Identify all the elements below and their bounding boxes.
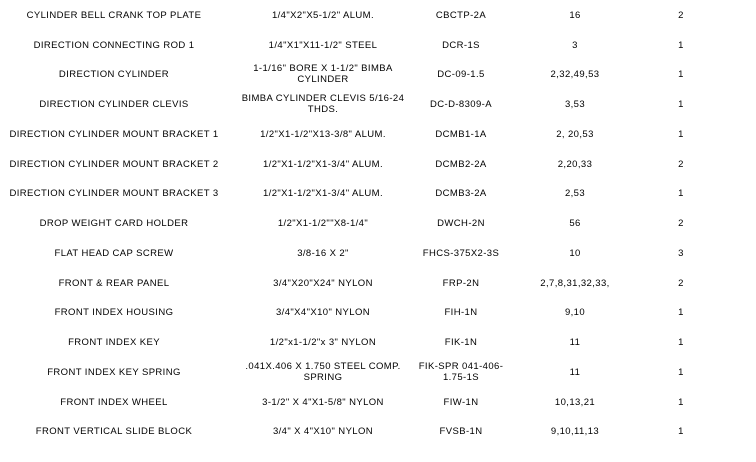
row-reference-drawings: 2,7,8,31,32,33, bbox=[540, 277, 610, 289]
row-reference-drawings: 10,13,21 bbox=[554, 396, 596, 408]
row-quantity: 2 bbox=[678, 158, 684, 170]
row-material: 3/8-16 X 2" bbox=[297, 247, 349, 259]
table-row bbox=[0, 387, 756, 417]
table-row bbox=[0, 89, 756, 119]
table-row bbox=[0, 208, 756, 238]
row-reference-drawings: 10 bbox=[569, 247, 581, 259]
row-reference-drawings: 3 bbox=[572, 39, 578, 51]
row-material: 1/2"X1-1/2"X13-3/8" ALUM. bbox=[260, 128, 386, 140]
row-reference-drawings: 11 bbox=[569, 336, 581, 348]
row-description: FRONT VERTICAL SLIDE BLOCK bbox=[35, 425, 193, 437]
row-quantity: 1 bbox=[678, 306, 684, 318]
row-description: FLAT HEAD CAP SCREW bbox=[54, 247, 174, 259]
row-material: 1/2"X1-1/2"X1-3/4" ALUM. bbox=[262, 158, 384, 170]
row-part-number: DCR-1S bbox=[442, 39, 480, 51]
table-row bbox=[0, 416, 756, 446]
row-description: DIRECTION CYLINDER MOUNT BRACKET 3 bbox=[9, 187, 219, 199]
row-material: 3/4"X4"X10" NYLON bbox=[275, 306, 371, 318]
row-quantity: 1 bbox=[678, 68, 684, 80]
row-reference-drawings: 11 bbox=[569, 366, 581, 378]
row-material: 1/2"X1-1/2""X8-1/4" bbox=[277, 217, 369, 229]
row-material: BIMBA CYLINDER CLEVIS 5/16-24 THDS. bbox=[241, 93, 405, 115]
row-part-number: DCMB2-2A bbox=[435, 158, 487, 170]
row-material: 1/4"X2"X5-1/2" ALUM. bbox=[271, 9, 375, 21]
row-description: FRONT & REAR PANEL bbox=[58, 277, 170, 289]
row-quantity: 2 bbox=[678, 217, 684, 229]
row-reference-drawings: 9,10 bbox=[564, 306, 586, 318]
row-description: DIRECTION CONNECTING ROD 1 bbox=[33, 39, 195, 51]
row-description: DIRECTION CYLINDER MOUNT BRACKET 1 bbox=[9, 128, 219, 140]
row-reference-drawings: 9,10,11,13 bbox=[550, 425, 600, 437]
row-description: DROP WEIGHT CARD HOLDER bbox=[39, 217, 189, 229]
row-part-number: FVSB-1N bbox=[439, 425, 483, 437]
table-row bbox=[0, 119, 756, 149]
row-description: DIRECTION CYLINDER MOUNT BRACKET 2 bbox=[9, 158, 219, 170]
table-row bbox=[0, 149, 756, 179]
row-description: FRONT INDEX KEY bbox=[68, 336, 160, 348]
row-part-number: DWCH-2N bbox=[437, 217, 485, 229]
row-part-number: DCMB3-2A bbox=[435, 187, 487, 199]
row-part-number: DC-D-8309-A bbox=[430, 98, 492, 110]
table-row bbox=[0, 30, 756, 60]
row-material: 3/4" X 4"X10" NYLON bbox=[272, 425, 374, 437]
row-reference-drawings: 2,20,33 bbox=[557, 158, 593, 170]
table-row bbox=[0, 59, 756, 89]
row-quantity: 1 bbox=[678, 98, 684, 110]
row-part-number: DC-09-1.5 bbox=[437, 68, 485, 80]
table-row bbox=[0, 268, 756, 298]
row-part-number: FIK-1N bbox=[444, 336, 478, 348]
table-row bbox=[0, 0, 756, 30]
row-quantity: 2 bbox=[678, 277, 684, 289]
row-part-number: FRP-2N bbox=[442, 277, 480, 289]
row-part-number: DCMB1-1A bbox=[435, 128, 487, 140]
row-quantity: 1 bbox=[678, 128, 684, 140]
row-quantity: 1 bbox=[678, 366, 684, 378]
row-material: 1/4"X1"X11-1/2" STEEL bbox=[268, 39, 378, 51]
row-reference-drawings: 3,53 bbox=[564, 98, 586, 110]
row-quantity: 1 bbox=[678, 39, 684, 51]
row-material: 3/4"X20"X24" NYLON bbox=[273, 277, 373, 289]
row-material: 1-1/16" BORE X 1-1/2" BIMBA CYLINDER bbox=[253, 63, 393, 85]
table-row bbox=[0, 297, 756, 327]
row-description: DIRECTION CYLINDER CLEVIS bbox=[39, 98, 189, 110]
row-part-number: CBCTP-2A bbox=[435, 9, 487, 21]
table-row bbox=[0, 357, 756, 387]
row-quantity: 1 bbox=[678, 336, 684, 348]
row-quantity: 1 bbox=[678, 425, 684, 437]
row-description: FRONT INDEX KEY SPRING bbox=[47, 366, 181, 378]
row-part-number: FIH-1N bbox=[444, 306, 478, 318]
row-part-number: FIW-1N bbox=[443, 396, 479, 408]
row-reference-drawings: 2,53 bbox=[564, 187, 586, 199]
row-quantity: 2 bbox=[678, 9, 684, 21]
row-description: CYLINDER BELL CRANK TOP PLATE bbox=[26, 9, 202, 21]
row-part-number: FHCS-375X2-3S bbox=[422, 247, 500, 259]
row-reference-drawings: 2,32,49,53 bbox=[550, 68, 600, 80]
row-quantity: 1 bbox=[678, 396, 684, 408]
row-quantity: 1 bbox=[678, 187, 684, 199]
row-material: 1/2"X1-1/2"X1-3/4" ALUM. bbox=[262, 187, 384, 199]
row-reference-drawings: 2, 20,53 bbox=[556, 128, 594, 140]
table-row bbox=[0, 178, 756, 208]
row-material: .041X.406 X 1.750 STEEL COMP. SPRING bbox=[245, 361, 401, 383]
row-part-number: FIK-SPR 041-406-1.75-1S bbox=[418, 361, 504, 383]
row-description: FRONT INDEX WHEEL bbox=[60, 396, 168, 408]
row-quantity: 3 bbox=[678, 247, 684, 259]
table-row bbox=[0, 327, 756, 357]
row-description: DIRECTION CYLINDER bbox=[58, 68, 170, 80]
row-description: FRONT INDEX HOUSING bbox=[54, 306, 174, 318]
row-material: 1/2"x1-1/2"x 3" NYLON bbox=[269, 336, 377, 348]
row-material: 3-1/2" X 4"X1-5/8" NYLON bbox=[262, 396, 384, 408]
table-row bbox=[0, 238, 756, 268]
row-reference-drawings: 56 bbox=[569, 217, 581, 229]
row-reference-drawings: 16 bbox=[569, 9, 581, 21]
